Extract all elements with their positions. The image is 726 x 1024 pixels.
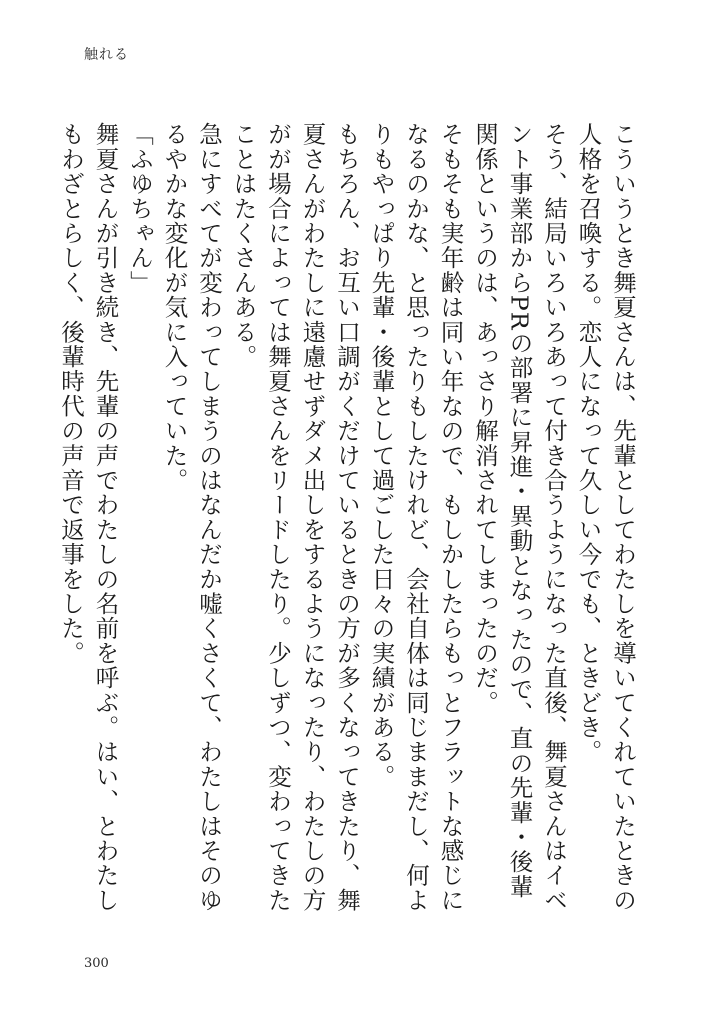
paragraph: 舞夏さんが引き続き、先輩の声でわたしの名前を呼ぶ。はい、とわたしもわざとらしく、後輩時代の声音で返事をした。	[57, 122, 120, 913]
paragraph: 急にすべてが変わってしまうのはなんだか嘘くさくて、わたしはそのゆるやかな変化が気に入っていた。	[160, 122, 223, 913]
paragraph: そう、結局いろいろあって付き合うようになった直後、舞夏さんはイベント事業部からPRの部署に昇進・異動となったので、直の先輩・後輩関係というのは、あっさり解消されてしまったのだ。	[471, 122, 568, 913]
running-title: 触れる	[84, 47, 129, 63]
paragraph: もちろん、お互い口調がくだけているときの方が多くなってきたり、舞夏さんがわたしに遠慮せずダメ出しをするようになったり、わたしの方がが場合によっては舞夏さんをリードしたり。少しずつ、変わってきたことはたくさんある。	[229, 122, 361, 913]
body-text	[57, 122, 640, 922]
paragraph: こういうとき舞夏さんは、先輩としてわたしを導いてくれていたときの人格を召喚する。恋人になって久しい今でも、ときどき。	[574, 122, 637, 913]
page-number: 300	[84, 956, 109, 971]
dialogue-line: 「ふゆちゃん」	[126, 122, 154, 295]
paragraph: そもそも実年齢は同い年なので、もしかしたらもっとフラットな感じになるのかな、と思ったりもしたけれど、会社自体は同じままだし、何よりもやっぱり先輩・後輩として過ごした日々の実績がある。	[367, 122, 465, 913]
